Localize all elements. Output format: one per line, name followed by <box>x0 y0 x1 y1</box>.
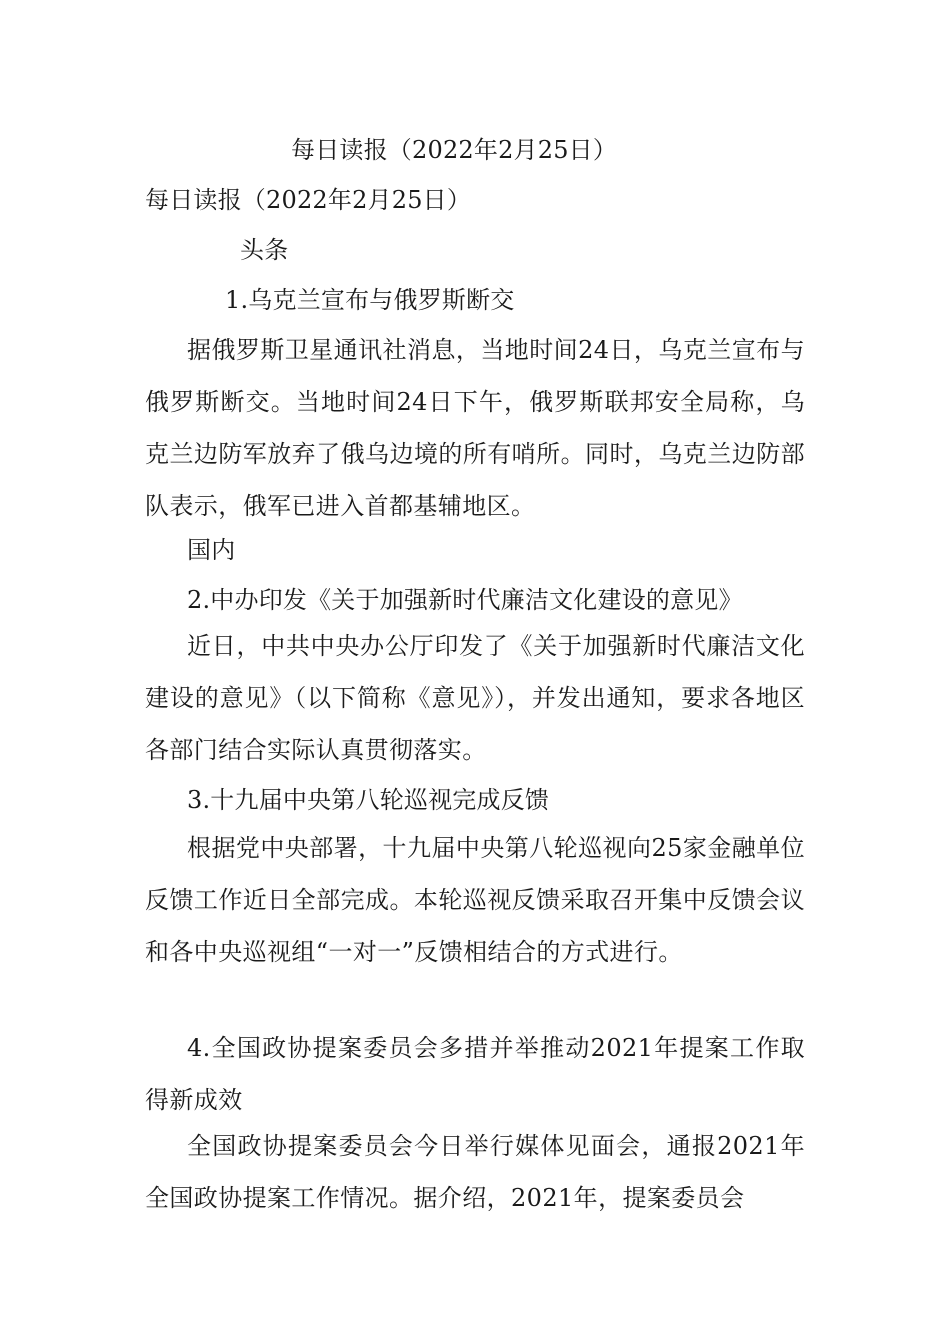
item3-title: 3.十九届中央第八轮巡视完成反馈 <box>187 786 550 814</box>
item2-title: 2.中办印发《关于加强新时代廉洁文化建设的意见》 <box>187 586 743 614</box>
item3-body: 根据党中央部署，十九届中央第八轮巡视向25家金融单位反馈工作近日全部完成。本轮巡视反馈采取召开集中反馈会议和各中央巡视组“一对一”反馈相结合的方式进行。 <box>145 834 805 966</box>
item1-body: 据俄罗斯卫星通讯社消息，当地时间24日，乌克兰宣布与俄罗斯断交。当地时间24日下午，俄罗斯联邦安全局称，乌克兰边防军放弃了俄乌边境的所有哨所。同时，乌克兰边防部队表示，俄军已进入首都基辅地区。 <box>145 336 805 520</box>
document-subtitle: 每日读报（2022年2月25日） <box>145 186 472 214</box>
item1-title: 1.乌克兰宣布与俄罗斯断交 <box>225 286 515 314</box>
item2-body: 近日，中共中央办公厅印发了《关于加强新时代廉洁文化建设的意见》（以下简称《意见》），并发出通知，要求各地区各部门结合实际认真贯彻落实。 <box>145 632 805 764</box>
document-title: 每日读报（2022年2月25日） <box>291 136 618 164</box>
item4-title: 4.全国政协提案委员会多措并举推动2021年提案工作取得新成效 <box>145 1034 805 1114</box>
section-domestic-label: 国内 <box>187 536 236 564</box>
section-headline-label: 头条 <box>240 236 289 264</box>
item4-body: 全国政协提案委员会今日举行媒体见面会，通报2021年全国政协提案工作情况。据介绍，2021年，提案委员会 <box>145 1132 805 1212</box>
